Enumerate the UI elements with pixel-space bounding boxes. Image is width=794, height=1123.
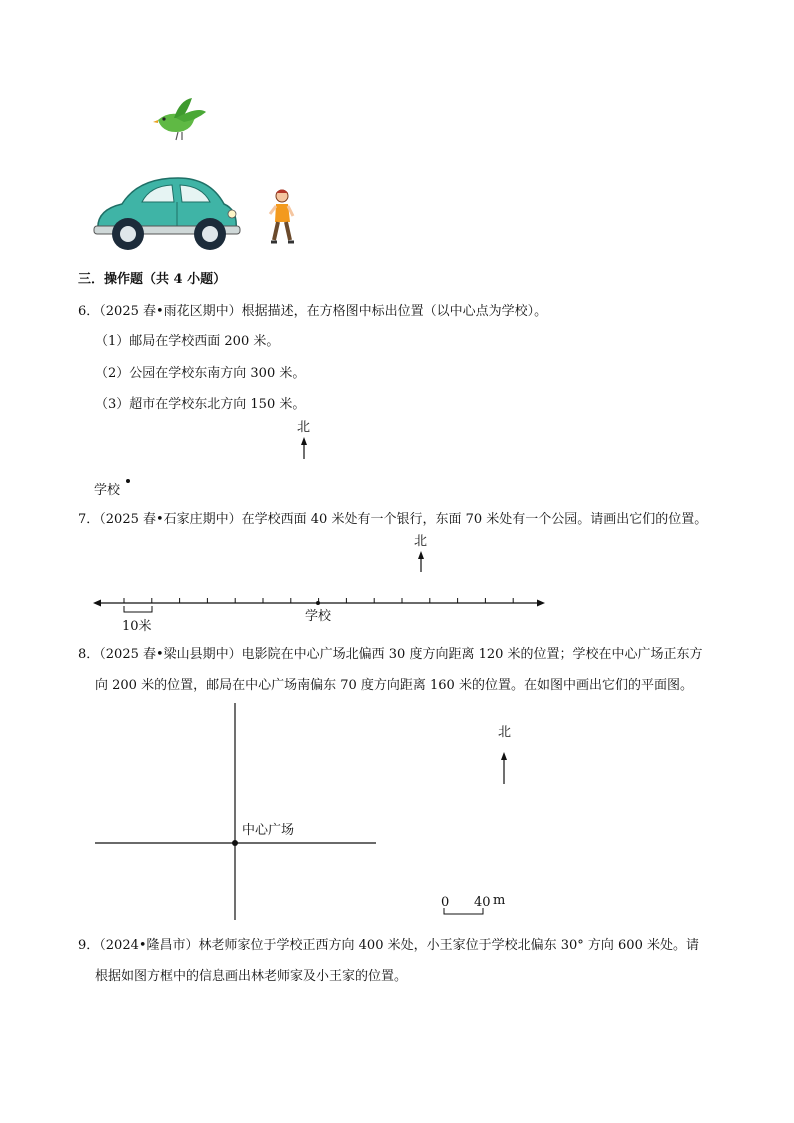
question-6-item-3: （3）超市在学校东北方向 150 米。	[95, 397, 306, 412]
scale-zero: 0	[441, 895, 450, 910]
scale-unit: m	[493, 893, 506, 908]
question-9-stem-line-2: 根据如图方框中的信息画出林老师家及小王家的位置。	[95, 969, 408, 984]
north-label: 北	[414, 534, 428, 549]
center-point	[232, 840, 238, 846]
question-8-stem-line-2: 向 200 米的位置，邮局在中心广场南偏东 70 度方向距离 160 米的位置。在如图中画出它们的平面图。	[95, 678, 693, 693]
question-8-stem-line-1: 8．（2025 春•梁山县期中）电影院在中心广场北偏西 30 度方向距离 120 米的位置；学校在中心广场正东方	[78, 647, 703, 662]
school-label: 学校	[94, 483, 121, 498]
scale-value: 40	[474, 895, 491, 910]
section-title: 三．操作题（共 4 小题）	[78, 272, 227, 287]
question-6-item-2: （2）公园在学校东南方向 300 米。	[95, 366, 306, 381]
question-6-stem: 6．（2025 春•雨花区期中）根据描述，在方格图中标出位置（以中心点为学校）。	[78, 304, 548, 319]
question-7-stem: 7．（2025 春•石家庄期中）在学校西面 40 米处有一个银行，东面 70 米处有一个公园。请画出它们的位置。	[78, 512, 708, 527]
center-label: 中心广场	[242, 823, 295, 838]
question-9-stem-line-1: 9．（2024•隆昌市）林老师家位于学校正西方向 400 米处，小王家位于学校北偏东 30° 方向 600 米处。请	[78, 938, 699, 953]
north-label: 北	[498, 725, 512, 740]
north-label: 北	[297, 420, 311, 435]
question-6-item-1: （1）邮局在学校西面 200 米。	[95, 334, 280, 349]
school-label: 学校	[305, 609, 332, 624]
scale-label: 10米	[122, 619, 152, 634]
